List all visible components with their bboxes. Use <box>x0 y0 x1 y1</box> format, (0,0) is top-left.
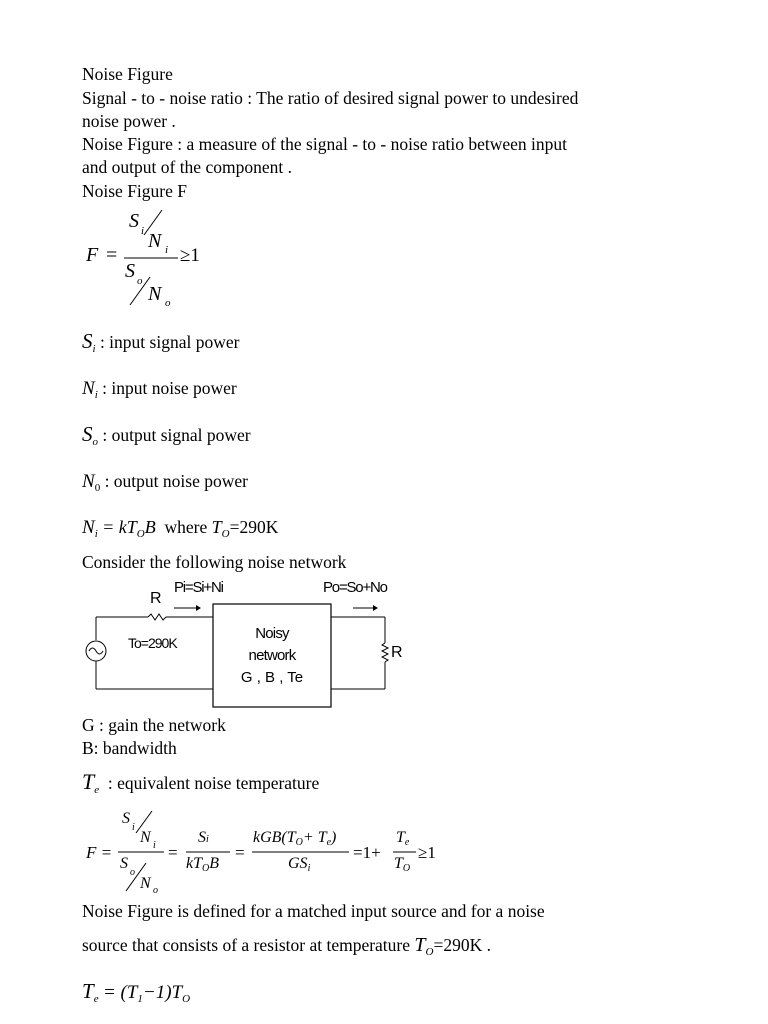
po-arrow-icon <box>373 605 378 611</box>
eq1-so: S <box>125 260 135 282</box>
po-label: Po=So+No <box>323 579 387 596</box>
eq2-geq: ≥1 <box>418 843 436 862</box>
eq2-si: S <box>122 810 130 827</box>
b-definition: B: bandwidth <box>82 738 177 758</box>
matched-line2: source that consists of a resistor at temperature $T_O=290K$ . <box>82 934 491 958</box>
eq2-f: F = <box>86 843 113 862</box>
def-so: $S_o$ : output signal power <box>82 422 251 448</box>
left-r-label: R <box>150 590 162 607</box>
noise-network-diagram <box>80 575 410 715</box>
eq2-frac1-den: kTOB <box>186 855 220 874</box>
eq1-si: S <box>129 210 139 232</box>
eq2-frac3-num: Te <box>396 829 410 848</box>
left-resistor-icon <box>148 614 166 620</box>
def-ni: $N_i$ : input noise power <box>82 378 237 401</box>
box-line3: G , B , Te <box>240 669 304 686</box>
eq2-frac2-den: GSi <box>288 855 311 874</box>
equation-noise-figure-expanded <box>82 805 462 895</box>
eq2-frac2-num: kGB(TO+ Te) <box>253 829 337 848</box>
box-line2: network <box>248 647 296 664</box>
box-line1: Noisy <box>255 625 289 642</box>
eq2-frac3-den: TO <box>394 855 411 874</box>
eq2-so: S <box>120 855 128 872</box>
def-no: $N_0$ : output noise power <box>82 471 248 494</box>
eq1-no: N <box>148 283 162 305</box>
eq2-no: N <box>140 875 151 892</box>
eq1-lines <box>82 205 242 310</box>
right-r-label: R <box>391 644 403 661</box>
eq2-ni: N <box>140 829 151 846</box>
eq2-si-sub: i <box>132 822 135 833</box>
eq2-frac1-num: Si <box>198 829 209 846</box>
nf-definition-cont: and output of the component . <box>82 157 292 177</box>
snr-definition-cont: noise power . <box>82 111 176 131</box>
eq1-geq: ≥1 <box>180 245 200 266</box>
ni-equation: $N_i = kT_OB$ where $T_O=290K$ <box>82 517 279 540</box>
nf-label: Noise Figure F <box>82 181 187 201</box>
equation-noise-figure <box>82 205 242 310</box>
matched-line1: Noise Figure is defined for a matched input source and for a noise <box>82 901 545 921</box>
pi-arrow-icon <box>196 605 201 611</box>
eq1-si-sub: i <box>141 225 145 237</box>
pi-label: Pi=Si+Ni <box>174 579 223 596</box>
eq1-no-sub: o <box>165 297 171 309</box>
consider-text: Consider the following noise network <box>82 552 347 572</box>
eq2-eq-c: =1+ <box>353 843 381 862</box>
page-title: Noise Figure <box>82 64 173 84</box>
eq1-eq: = <box>106 244 118 266</box>
eq1-f: F <box>86 244 99 266</box>
eq2-so-sub: o <box>130 867 135 878</box>
eq2-eq-b: = <box>235 843 245 862</box>
snr-definition: Signal - to - noise ratio : The ratio of desired signal power to undesired <box>82 88 579 108</box>
eq2-no-sub: o <box>153 885 158 896</box>
eq1-ni: N <box>148 230 162 252</box>
eq2-eq-a: = <box>168 843 178 862</box>
right-resistor-icon <box>382 643 388 662</box>
to-label: To=290K <box>128 635 177 651</box>
te-definition: $T_e$ : equivalent noise temperature <box>82 769 320 796</box>
g-definition: G : gain the network <box>82 715 226 735</box>
te-equation: $T_e = (T_1-1)T_O$ <box>82 979 191 1005</box>
def-si: $S_i$ : input signal power <box>82 329 240 355</box>
eq1-so-sub: o <box>137 275 143 287</box>
eq2-lines <box>82 805 462 895</box>
eq2-ni-sub: i <box>153 840 156 851</box>
eq1-ni-sub: i <box>165 244 169 256</box>
nf-definition: Noise Figure : a measure of the signal - to - noise ratio between input <box>82 134 568 154</box>
